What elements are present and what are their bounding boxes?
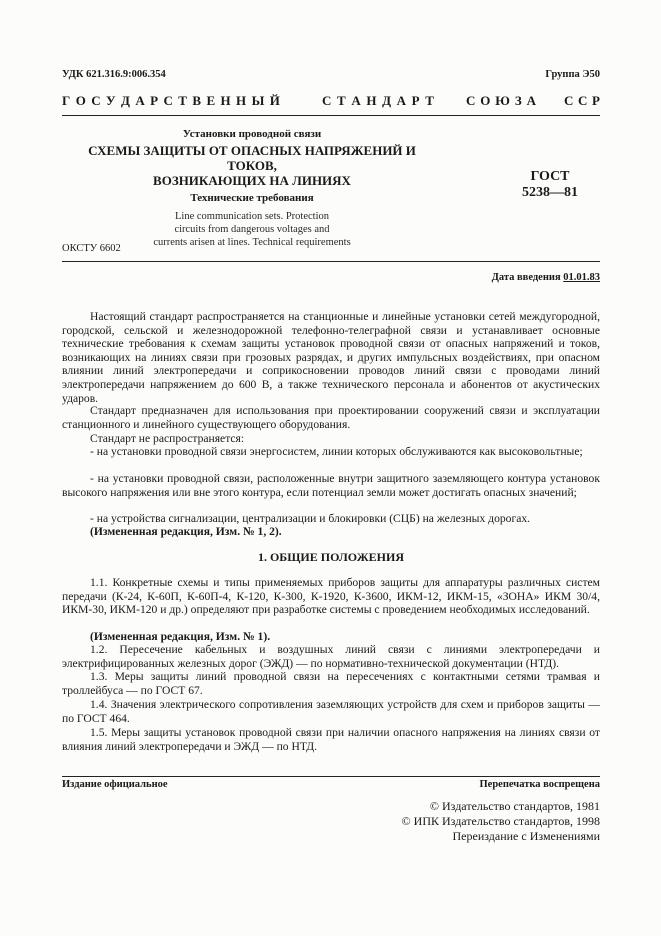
state-letter: Н — [236, 93, 247, 108]
state-word — [466, 93, 536, 109]
group-code: Группа Э50 — [545, 69, 600, 80]
effective-date — [492, 272, 600, 283]
section-heading: 1. ОБЩИЕ ПОЛОЖЕНИЯ — [257, 550, 405, 564]
reprint-prohibited: Перепечатка воспрещена — [479, 779, 600, 790]
state-letter: С — [163, 93, 173, 108]
effective-date-label: Дата введения — [491, 272, 561, 283]
state-letter: Й — [269, 93, 280, 108]
main-title-line2: ВОЗНИКАЮЩИХ НА ЛИНИЯХ — [153, 173, 351, 188]
effective-date-value: 01.01.83 — [563, 272, 600, 283]
udk-code: УДК 621.316.9:006.354 — [62, 69, 166, 80]
okstu-rule — [62, 261, 600, 262]
copyright-1998: © ИПК Издательство стандартов, 1998 — [401, 814, 600, 828]
okstu-code: ОКСТУ 6602 — [62, 243, 121, 254]
state-letter: С — [564, 93, 574, 108]
state-letter: В — [192, 93, 202, 108]
state-standard-banner — [62, 93, 600, 109]
state-letter: Р — [150, 93, 159, 108]
english-title-line1: Line communication sets. Protection — [175, 211, 329, 222]
copyright-1981: © Издательство стандартов, 1981 — [429, 799, 600, 813]
state-letter: Н — [220, 93, 231, 108]
exclusion-item-1: - на установки проводной связи энергосистем, линии которых обслуживаются как высоковольтные; — [90, 445, 583, 458]
state-letter: Т — [337, 93, 346, 108]
gost-designation — [500, 169, 600, 201]
state-letter: А — [396, 93, 407, 108]
state-letter: Т — [425, 93, 434, 108]
state-letter: О — [75, 93, 86, 108]
state-letter: А — [135, 93, 145, 108]
state-word — [62, 93, 280, 109]
amendment-note-1-1: (Измененная редакция, Изм. № 1). — [90, 630, 271, 643]
state-letter: Е — [206, 93, 216, 108]
state-letter: О — [480, 93, 491, 108]
gost-number: 5238—81 — [522, 185, 578, 200]
state-letter: З — [514, 93, 522, 108]
official-edition: Издание официальное — [62, 779, 168, 790]
clause-1-5: 1.5. Меры защиты установок проводной связи при наличии опасного напряжения на линиях связи от влияния линий электропередачи и ЭЖД — по НТД. — [62, 726, 600, 753]
state-letter: С — [91, 93, 101, 108]
state-letter: С — [322, 93, 332, 108]
gost-label: ГОСТ — [530, 169, 570, 184]
copyright-block — [402, 799, 600, 844]
state-letter: Д — [120, 93, 130, 108]
footer-rule — [62, 776, 600, 777]
header-rule — [62, 115, 600, 116]
clause-1-2: 1.2. Пересечение кабельных и воздушных линий связи с линиями электропередачи и электрифицированных железных дорог (ЭЖД) — по нормативно-технической документации (НТД). — [62, 643, 600, 670]
state-letter: С — [578, 93, 588, 108]
intro-paragraph-2: Стандарт предназначен для использования при проектировании сооружений связи и эксплуатации станционного и линейного существующего оборудования. — [62, 404, 600, 431]
intro-paragraph-1: Настоящий стандарт распространяется на станционные и линейные установки сетей междугородной, городской, сельской и железнодорожной телефонно-телеграфной связи и устанавливает основные технические требования к схемам защиты установок проводной связи от опасных напряжений и токов, возникающих на линиях связи при грозовых разрядах, и других импульсных воздействиях, при опасном влиянии линий электропередачи и соприкосновении проводов линий связи с проводами линий электропередачи напряжением до 600 В, а также технического персонала и абонентов от акустических ударов. — [62, 310, 600, 405]
english-title-line2: circuits from dangerous voltages and — [174, 224, 330, 235]
title-block — [62, 128, 442, 249]
state-word — [564, 93, 600, 109]
english-title-line3: currents arisen at lines. Technical requirements — [153, 237, 351, 248]
state-letter: А — [351, 93, 361, 108]
category-title: Установки проводной связи — [182, 128, 322, 140]
state-letter: Ы — [251, 93, 265, 108]
state-letter: У — [106, 93, 116, 108]
state-letter: Ю — [495, 93, 510, 108]
clause-1-3: 1.3. Меры защиты линий проводной связи на пересечениях с контактными сетями трамвая и троллейбуса — по ГОСТ 67. — [62, 670, 600, 697]
subtitle: Технические требования — [190, 192, 314, 204]
state-letter: Р — [411, 93, 420, 108]
state-letter: С — [466, 93, 476, 108]
intro-paragraph-3: Стандарт не распространяется: — [90, 432, 245, 445]
state-word — [322, 93, 434, 109]
state-letter: А — [526, 93, 536, 108]
amendment-note-intro: (Измененная редакция, Изм. № 1, 2). — [90, 525, 282, 538]
exclusion-item-2: - на установки проводной связи, расположенные внутри защитного заземляющего контура установок высокого напряжения или вне этого контура, если потенциал земли может достигать опасных значений; — [62, 472, 600, 499]
clause-1-1: 1.1. Конкретные схемы и типы применяемых приборов защиты для аппаратуры различных систем передачи (К-24, К-60П, К-60П-4, К-120, К-300, К-1920, К-3600, ИКМ-12, ИКМ-15, «ЗОНА» ИКМ 30/4, ИКМ-30, ИКМ-120 и др.) определяют при разработке системы с проведением необходимых исследований. — [62, 576, 600, 617]
state-letter: Н — [366, 93, 377, 108]
state-letter: Т — [178, 93, 187, 108]
main-title-line1: СХЕМЫ ЗАЩИТЫ ОТ ОПАСНЫХ НАПРЯЖЕНИЙ И ТОКОВ, — [88, 143, 416, 173]
state-letter: Д — [382, 93, 392, 108]
state-letter: Г — [62, 93, 71, 108]
exclusion-item-3: - на устройства сигнализации, централизации и блокировки (СЦБ) на железных дорогах. — [90, 512, 531, 525]
state-letter: Р — [592, 93, 600, 108]
reissue-note: Переиздание с Изменениями — [452, 829, 600, 843]
clause-1-4: 1.4. Значения электрического сопротивления заземляющих устройств для схем и приборов защиты — по ГОСТ 464. — [62, 698, 600, 725]
